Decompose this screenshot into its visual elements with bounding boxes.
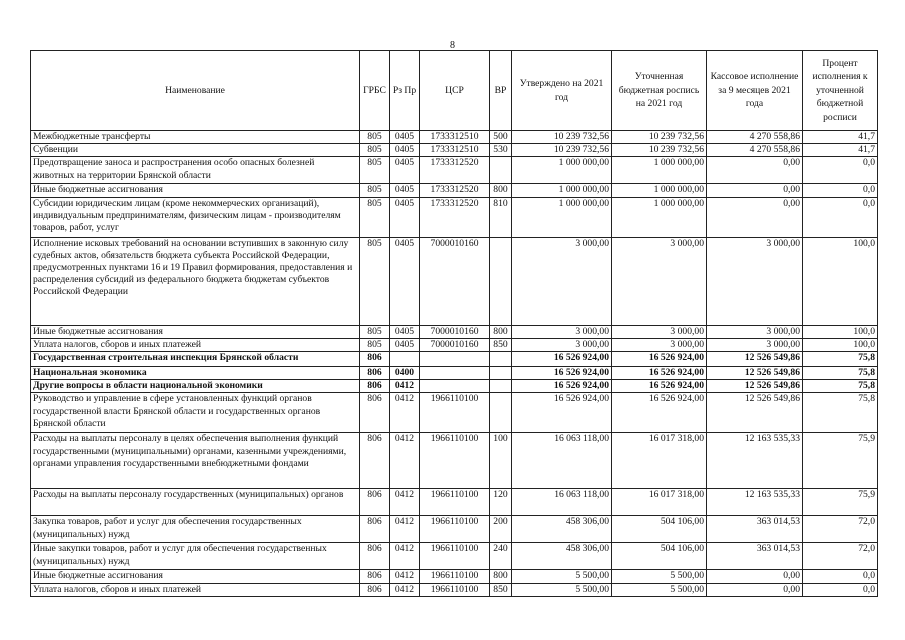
cell-percent: 0,0 <box>803 583 878 596</box>
cell-csr: 7000010160 <box>420 325 490 338</box>
cell-percent: 75,9 <box>803 489 878 516</box>
cell-rzpr: 0400 <box>390 367 420 380</box>
cell-name: Межбюджетные трансферты <box>31 131 360 144</box>
cell-grbs: 805 <box>360 157 390 184</box>
cell-cash: 363 014,53 <box>707 543 803 570</box>
cell-refined: 16 017 318,00 <box>612 433 707 489</box>
cell-refined: 1 000 000,00 <box>612 157 707 184</box>
cell-rzpr: 0412 <box>390 433 420 489</box>
header-vr: ВР <box>490 51 512 131</box>
header-refined: Уточненная бюджетная роспись на 2021 год <box>612 51 707 131</box>
cell-cash: 0,00 <box>707 184 803 197</box>
cell-approved: 458 306,00 <box>512 543 612 570</box>
cell-cash: 4 270 558,86 <box>707 131 803 144</box>
header-rzpr: Рз Пр <box>390 51 420 131</box>
cell-percent: 100,0 <box>803 338 878 351</box>
cell-vr: 240 <box>490 543 512 570</box>
cell-vr <box>490 380 512 393</box>
header-approved: Утверждено на 2021 год <box>512 51 612 131</box>
cell-cash: 12 163 535,33 <box>707 489 803 516</box>
cell-percent: 41,7 <box>803 131 878 144</box>
cell-cash: 12 526 549,86 <box>707 352 803 367</box>
table-row <box>31 570 878 583</box>
cell-csr: 1733312510 <box>420 131 490 144</box>
cell-grbs: 806 <box>360 380 390 393</box>
cell-approved: 3 000,00 <box>512 325 612 338</box>
cell-percent: 0,0 <box>803 184 878 197</box>
cell-refined: 16 526 924,00 <box>612 367 707 380</box>
cell-grbs: 806 <box>360 570 390 583</box>
table-body <box>31 131 878 597</box>
cell-approved: 16 063 118,00 <box>512 489 612 516</box>
table-row <box>31 393 878 433</box>
cell-approved: 10 239 732,56 <box>512 144 612 157</box>
cell-csr: 1733312520 <box>420 184 490 197</box>
cell-vr: 800 <box>490 570 512 583</box>
cell-csr: 1733312520 <box>420 197 490 237</box>
cell-name: Субвенции <box>31 144 360 157</box>
cell-rzpr: 0412 <box>390 516 420 543</box>
cell-approved: 10 239 732,56 <box>512 131 612 144</box>
cell-approved: 5 500,00 <box>512 583 612 596</box>
cell-refined: 3 000,00 <box>612 237 707 325</box>
cell-percent: 72,0 <box>803 516 878 543</box>
cell-approved: 5 500,00 <box>512 570 612 583</box>
cell-csr: 1966110100 <box>420 393 490 433</box>
cell-vr: 530 <box>490 144 512 157</box>
cell-refined: 5 500,00 <box>612 570 707 583</box>
cell-name: Руководство и управление в сфере установленных функций органов государственной власти Брянской области и государственных органов Брянской области <box>31 393 360 433</box>
cell-approved: 1 000 000,00 <box>512 184 612 197</box>
cell-percent: 100,0 <box>803 325 878 338</box>
header-grbs: ГРБС <box>360 51 390 131</box>
header-row <box>31 51 878 131</box>
table-row <box>31 433 878 489</box>
cell-cash: 3 000,00 <box>707 237 803 325</box>
cell-percent: 75,8 <box>803 367 878 380</box>
header-percent: Процент исполнения к уточненной бюджетной росписи <box>803 51 878 131</box>
cell-refined: 10 239 732,56 <box>612 131 707 144</box>
cell-vr: 800 <box>490 325 512 338</box>
cell-vr <box>490 393 512 433</box>
table-row <box>31 338 878 351</box>
cell-csr: 1966110100 <box>420 489 490 516</box>
cell-rzpr: 0405 <box>390 157 420 184</box>
cell-rzpr: 0405 <box>390 325 420 338</box>
cell-csr <box>420 367 490 380</box>
cell-rzpr <box>390 352 420 367</box>
cell-grbs: 805 <box>360 131 390 144</box>
cell-csr: 1966110100 <box>420 516 490 543</box>
cell-approved: 16 526 924,00 <box>512 367 612 380</box>
cell-rzpr: 0412 <box>390 393 420 433</box>
cell-vr: 850 <box>490 338 512 351</box>
cell-csr: 7000010160 <box>420 237 490 325</box>
cell-rzpr: 0405 <box>390 131 420 144</box>
cell-vr: 500 <box>490 131 512 144</box>
cell-rzpr: 0412 <box>390 543 420 570</box>
cell-percent: 100,0 <box>803 237 878 325</box>
cell-rzpr: 0412 <box>390 380 420 393</box>
cell-refined: 16 017 318,00 <box>612 489 707 516</box>
cell-percent: 75,9 <box>803 433 878 489</box>
cell-refined: 16 526 924,00 <box>612 380 707 393</box>
header-name: Наименование <box>31 51 360 131</box>
cell-grbs: 805 <box>360 237 390 325</box>
cell-approved: 1 000 000,00 <box>512 157 612 184</box>
cell-refined: 3 000,00 <box>612 325 707 338</box>
cell-refined: 1 000 000,00 <box>612 197 707 237</box>
cell-cash: 4 270 558,86 <box>707 144 803 157</box>
cell-refined: 10 239 732,56 <box>612 144 707 157</box>
cell-cash: 3 000,00 <box>707 325 803 338</box>
cell-name: Субсидии юридическим лицам (кроме некоммерческих организаций), индивидуальным предпринимателям, физическим лицам - производителям товаров, работ, услуг <box>31 197 360 237</box>
cell-cash: 363 014,53 <box>707 516 803 543</box>
cell-vr: 200 <box>490 516 512 543</box>
cell-approved: 16 526 924,00 <box>512 352 612 367</box>
table-row <box>31 325 878 338</box>
table-row <box>31 352 878 367</box>
cell-csr <box>420 352 490 367</box>
cell-grbs: 805 <box>360 184 390 197</box>
cell-cash: 0,00 <box>707 197 803 237</box>
cell-approved: 1 000 000,00 <box>512 197 612 237</box>
cell-refined: 16 526 924,00 <box>612 393 707 433</box>
cell-rzpr: 0405 <box>390 144 420 157</box>
cell-grbs: 805 <box>360 197 390 237</box>
cell-vr: 810 <box>490 197 512 237</box>
cell-csr: 1966110100 <box>420 583 490 596</box>
cell-grbs: 805 <box>360 325 390 338</box>
cell-name: Уплата налогов, сборов и иных платежей <box>31 583 360 596</box>
cell-vr: 800 <box>490 184 512 197</box>
cell-csr: 1966110100 <box>420 433 490 489</box>
table-row <box>31 489 878 516</box>
table-row <box>31 157 878 184</box>
cell-name: Другие вопросы в области национальной экономики <box>31 380 360 393</box>
cell-percent: 75,8 <box>803 380 878 393</box>
cell-percent: 75,8 <box>803 352 878 367</box>
table-row <box>31 516 878 543</box>
cell-refined: 5 500,00 <box>612 583 707 596</box>
budget-table <box>30 50 878 597</box>
cell-csr: 1733312510 <box>420 144 490 157</box>
table-row <box>31 144 878 157</box>
cell-grbs: 806 <box>360 393 390 433</box>
cell-csr: 1733312520 <box>420 157 490 184</box>
cell-approved: 3 000,00 <box>512 237 612 325</box>
table-row <box>31 583 878 596</box>
cell-name: Закупка товаров, работ и услуг для обеспечения государственных (муниципальных) нужд <box>31 516 360 543</box>
cell-grbs: 806 <box>360 367 390 380</box>
cell-grbs: 806 <box>360 433 390 489</box>
cell-csr: 1966110100 <box>420 543 490 570</box>
cell-refined: 3 000,00 <box>612 338 707 351</box>
cell-vr <box>490 352 512 367</box>
cell-cash: 12 163 535,33 <box>707 433 803 489</box>
cell-csr <box>420 380 490 393</box>
cell-approved: 16 063 118,00 <box>512 433 612 489</box>
cell-approved: 16 526 924,00 <box>512 380 612 393</box>
page-number: 8 <box>450 40 455 51</box>
table-row <box>31 184 878 197</box>
cell-cash: 0,00 <box>707 570 803 583</box>
cell-name: Иные бюджетные ассигнования <box>31 325 360 338</box>
cell-cash: 12 526 549,86 <box>707 380 803 393</box>
cell-csr: 1966110100 <box>420 570 490 583</box>
cell-grbs: 806 <box>360 352 390 367</box>
cell-approved: 458 306,00 <box>512 516 612 543</box>
cell-percent: 0,0 <box>803 157 878 184</box>
table-row <box>31 367 878 380</box>
cell-name: Национальная экономика <box>31 367 360 380</box>
table-row <box>31 543 878 570</box>
cell-rzpr: 0405 <box>390 197 420 237</box>
cell-percent: 41,7 <box>803 144 878 157</box>
cell-name: Расходы на выплаты персоналу в целях обеспечения выполнения функций государственными (муниципальными) органами, казенными учреждениями, органами управления государственными внебюджетными фондами <box>31 433 360 489</box>
cell-percent: 0,0 <box>803 197 878 237</box>
cell-cash: 12 526 549,86 <box>707 367 803 380</box>
table-row <box>31 237 878 325</box>
cell-vr <box>490 157 512 184</box>
cell-rzpr: 0405 <box>390 338 420 351</box>
cell-cash: 0,00 <box>707 157 803 184</box>
header-csr: ЦСР <box>420 51 490 131</box>
table-row <box>31 380 878 393</box>
cell-name: Иные бюджетные ассигнования <box>31 184 360 197</box>
cell-grbs: 806 <box>360 489 390 516</box>
cell-vr: 100 <box>490 433 512 489</box>
cell-name: Иные бюджетные ассигнования <box>31 570 360 583</box>
cell-rzpr: 0412 <box>390 489 420 516</box>
cell-rzpr: 0405 <box>390 237 420 325</box>
cell-vr: 850 <box>490 583 512 596</box>
cell-percent: 0,0 <box>803 570 878 583</box>
cell-cash: 3 000,00 <box>707 338 803 351</box>
cell-grbs: 806 <box>360 583 390 596</box>
cell-name: Предотвращение заноса и распространения особо опасных болезней животных на территории Брянской области <box>31 157 360 184</box>
cell-rzpr: 0412 <box>390 570 420 583</box>
cell-grbs: 806 <box>360 543 390 570</box>
cell-refined: 504 106,00 <box>612 516 707 543</box>
cell-percent: 75,8 <box>803 393 878 433</box>
cell-refined: 16 526 924,00 <box>612 352 707 367</box>
cell-name: Исполнение исковых требований на основании вступивших в законную силу судебных актов, обязательств бюджета субъекта Российской Федерации, предусмотренных пунктами 16 и 19 Правил формирования, предоставления и распределения субсидий из федерального бюджета бюджетам субъектов Российской Федерации <box>31 237 360 325</box>
cell-name: Расходы на выплаты персоналу государственных (муниципальных) органов <box>31 489 360 516</box>
table-row <box>31 197 878 237</box>
header-cash: Кассовое исполнение за 9 месяцев 2021 года <box>707 51 803 131</box>
cell-grbs: 806 <box>360 516 390 543</box>
cell-vr <box>490 237 512 325</box>
cell-rzpr: 0412 <box>390 583 420 596</box>
cell-vr <box>490 367 512 380</box>
cell-csr: 7000010160 <box>420 338 490 351</box>
cell-percent: 72,0 <box>803 543 878 570</box>
cell-grbs: 805 <box>360 338 390 351</box>
cell-vr: 120 <box>490 489 512 516</box>
cell-cash: 12 526 549,86 <box>707 393 803 433</box>
cell-name: Иные закупки товаров, работ и услуг для обеспечения государственных (муниципальных) нужд <box>31 543 360 570</box>
cell-name: Государственная строительная инспекция Брянской области <box>31 352 360 367</box>
cell-refined: 504 106,00 <box>612 543 707 570</box>
cell-name: Уплата налогов, сборов и иных платежей <box>31 338 360 351</box>
cell-rzpr: 0405 <box>390 184 420 197</box>
cell-grbs: 805 <box>360 144 390 157</box>
cell-approved: 3 000,00 <box>512 338 612 351</box>
cell-approved: 16 526 924,00 <box>512 393 612 433</box>
cell-refined: 1 000 000,00 <box>612 184 707 197</box>
table-row <box>31 131 878 144</box>
cell-cash: 0,00 <box>707 583 803 596</box>
